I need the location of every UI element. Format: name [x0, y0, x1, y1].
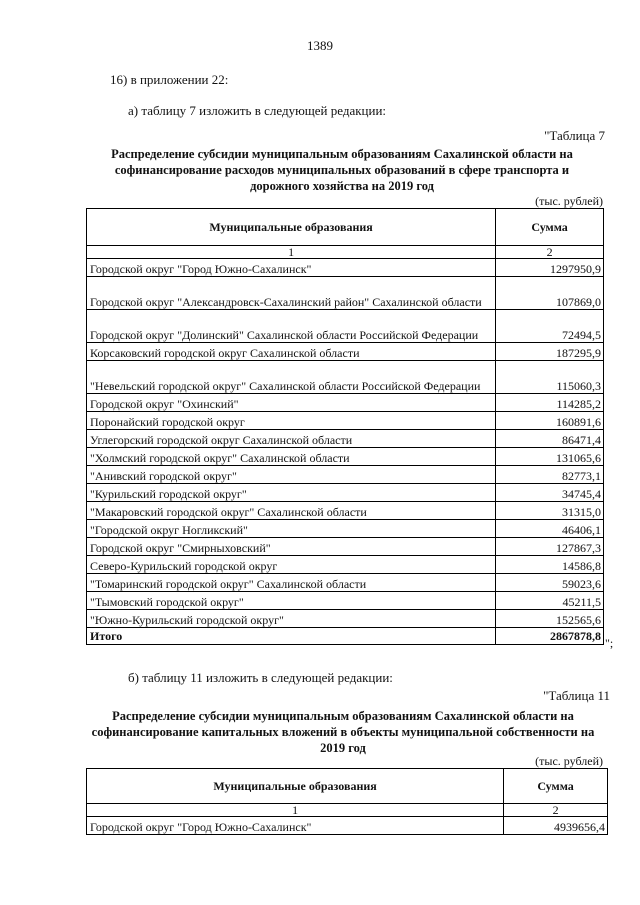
table7-index-1: 1 [87, 246, 496, 259]
table-row [87, 817, 608, 835]
row-value: 46406,1 [496, 520, 604, 538]
row-name: Городской округ "Долинский" Сахалинской области Российской Федерации [87, 310, 496, 343]
table7-total-row [87, 628, 604, 645]
row-name: Городской округ "Александровск-Сахалинский район" Сахалинской области [87, 277, 496, 310]
row-name: "Томаринский городской округ" Сахалинской области [87, 574, 496, 592]
row-value: 152565,6 [496, 610, 604, 628]
table7-col2-header: Сумма [496, 209, 604, 246]
row-value: 45211,5 [496, 592, 604, 610]
table-row [87, 538, 604, 556]
table-row [87, 259, 604, 277]
table-row [87, 430, 604, 448]
table7-unit: (тыс. рублей) [535, 194, 603, 208]
row-value: 82773,1 [496, 466, 604, 484]
table-row [87, 343, 604, 361]
row-value: 127867,3 [496, 538, 604, 556]
row-name: "Городской округ Ногликский" [87, 520, 496, 538]
row-value: 1297950,9 [496, 259, 604, 277]
row-value: 14586,8 [496, 556, 604, 574]
row-name: Городской округ "Город Южно-Сахалинск" [87, 259, 496, 277]
table7-title: Распределение субсидии муниципальным образованиям Сахалинской области на софинансирование расходов муниципальных образований в сфере транспорта и дорожного хозяйства на 2019 год [111, 147, 573, 193]
table-row [87, 484, 604, 502]
table7-col1-header: Муниципальные образования [87, 209, 496, 246]
table-row [87, 520, 604, 538]
row-name: Городской округ "Охинский" [87, 394, 496, 412]
row-value: 59023,6 [496, 574, 604, 592]
row-value: 34745,4 [496, 484, 604, 502]
table-row [87, 574, 604, 592]
table-row [87, 592, 604, 610]
row-name: Северо-Курильский городской округ [87, 556, 496, 574]
table11-unit: (тыс. рублей) [535, 754, 603, 768]
table7-index-2: 2 [496, 246, 604, 259]
table-row [87, 310, 604, 343]
page-number: 1389 [307, 38, 333, 53]
item-b-text: б) таблицу 11 изложить в следующей редакции: [128, 670, 393, 685]
row-name: "Макаровский городской округ" Сахалинской области [87, 502, 496, 520]
table11 [86, 768, 608, 835]
row-name: "Тымовский городской округ" [87, 592, 496, 610]
table11-index-2: 2 [504, 804, 608, 817]
table-row [87, 502, 604, 520]
table-row [87, 610, 604, 628]
row-name: "Южно-Курильский городской округ" [87, 610, 496, 628]
table11-label: "Таблица 11 [543, 688, 610, 703]
row-value: 160891,6 [496, 412, 604, 430]
table11-header-row [87, 769, 608, 804]
row-value: 86471,4 [496, 430, 604, 448]
table-row [87, 412, 604, 430]
row-value: 107869,0 [496, 277, 604, 310]
row-value: 187295,9 [496, 343, 604, 361]
total-value: 2867878,8 [496, 628, 604, 645]
table-row [87, 394, 604, 412]
table7-header-row [87, 209, 604, 246]
row-name: Городской округ "Смирныховский" [87, 538, 496, 556]
row-name: "Анивский городской округ" [87, 466, 496, 484]
row-value: 31315,0 [496, 502, 604, 520]
row-value: 114285,2 [496, 394, 604, 412]
total-label: Итого [87, 628, 496, 645]
table7-index-row [87, 246, 604, 259]
row-name: "Холмский городской округ" Сахалинской области [87, 448, 496, 466]
table-row [87, 466, 604, 484]
row-value: 131065,6 [496, 448, 604, 466]
row-name: Городской округ "Город Южно-Сахалинск" [87, 817, 504, 835]
item-16-text: 16) в приложении 22: [110, 72, 229, 87]
row-value: 72494,5 [496, 310, 604, 343]
table7-closing-quote: "; [605, 636, 614, 650]
table-row [87, 556, 604, 574]
table-row [87, 361, 604, 394]
item-a-text: а) таблицу 7 изложить в следующей редакции: [128, 103, 387, 118]
table-row [87, 277, 604, 310]
table11-index-1: 1 [87, 804, 504, 817]
row-name: Поронайский городской округ [87, 412, 496, 430]
table-row [87, 448, 604, 466]
row-value: 4939656,4 [504, 817, 608, 835]
row-value: 115060,3 [496, 361, 604, 394]
row-name: Корсаковский городской округ Сахалинской области [87, 343, 496, 361]
table7 [86, 208, 604, 645]
row-name: "Курильский городской округ" [87, 484, 496, 502]
table11-col1-header: Муниципальные образования [87, 769, 504, 804]
table7-label: "Таблица 7 [544, 128, 605, 143]
row-name: Углегорский городской округ Сахалинской области [87, 430, 496, 448]
row-name: "Невельский городской округ" Сахалинской области Российской Федерации [87, 361, 496, 394]
table11-col2-header: Сумма [504, 769, 608, 804]
table11-title: Распределение субсидии муниципальным образованиям Сахалинской области на софинансирование капитальных вложений в объекты муниципальной собственности на 2019 год [91, 709, 595, 755]
table11-index-row [87, 804, 608, 817]
